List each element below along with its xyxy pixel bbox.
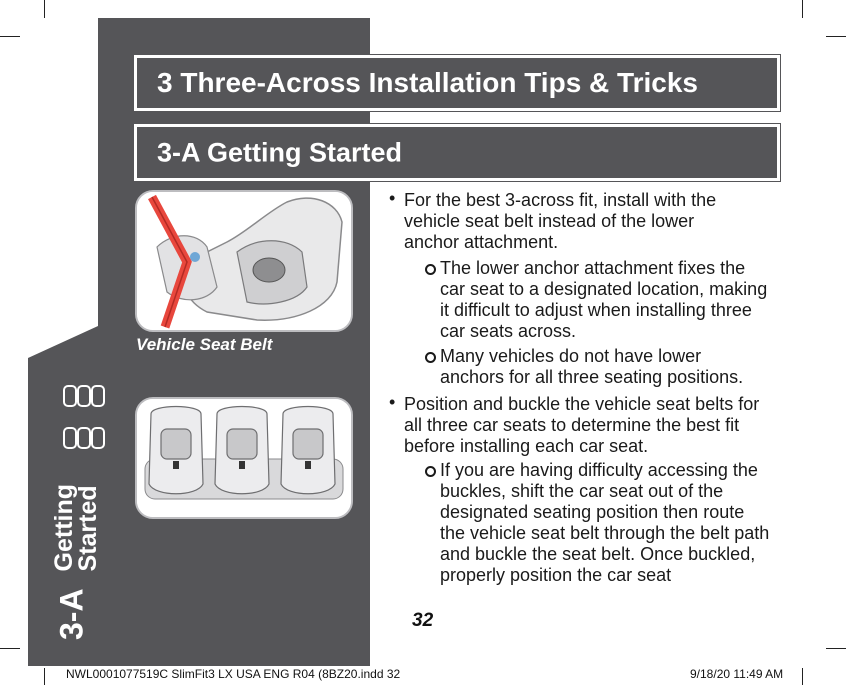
crop-mark — [44, 0, 45, 18]
sub-bullet-dot — [425, 352, 436, 363]
section-title: 3 Three-Across Installation Tips & Tricks — [157, 67, 698, 98]
three-car-seats-illustration — [135, 397, 353, 519]
subsection-title: 3-A Getting Started — [157, 137, 403, 167]
side-tab-label — [52, 484, 100, 640]
sub-bullet-dot — [425, 264, 436, 275]
bullet-1-text: For the best 3-across fit, install with the vehicle seat belt instead of the lower anchor attachment. — [404, 190, 717, 252]
bullet-1-sub-1: The lower anchor attachment fixes the car seat to a designated location, making it difficult to adjust when installing three car seats across. — [440, 258, 768, 341]
side-tab-number: 3-A — [53, 588, 90, 640]
footer-file-info: NWL0001077519C SlimFit3 LX USA ENG R04 (8BZ20.indd 32 — [66, 667, 401, 681]
crop-mark — [802, 0, 803, 18]
side-tab-line2: Started — [74, 485, 102, 572]
crop-mark — [0, 648, 20, 649]
crop-mark — [0, 36, 20, 37]
crop-mark — [826, 36, 846, 37]
bullet-2-text: Position and buckle the vehicle seat belts for all three car seats to determine the best fit before installing each car seat. — [404, 394, 760, 456]
side-tab-line1: Getting — [50, 483, 78, 572]
bullet-dot: • — [389, 392, 396, 412]
footer-date: 9/18/20 11:49 AM — [690, 667, 784, 681]
three-seats-tab-icon — [60, 382, 108, 462]
bullet-dot: • — [389, 188, 396, 208]
figure-caption: Vehicle Seat Belt — [136, 335, 273, 354]
subsection-title-bar — [134, 124, 780, 181]
section-title-bar — [134, 55, 780, 111]
three-car-seats-icon — [137, 399, 351, 517]
sub-bullet-dot — [425, 466, 436, 477]
crop-mark — [44, 668, 45, 685]
page-number: 32 — [412, 610, 434, 631]
bullet-1-sub-2: Many vehicles do not have lower anchors for all three seating positions. — [440, 346, 744, 387]
bullet-2-sub-1: If you are having difficulty accessing the buckles, shift the car seat out of the designated seating position then route the vehicle seat belt through the belt path and buckle the seat belt. Once buckled, properly position the car seat — [440, 460, 770, 585]
crop-mark — [802, 668, 803, 685]
car-seat-with-belt-icon — [137, 192, 351, 330]
crop-mark — [826, 648, 846, 649]
seat-belt-illustration — [135, 190, 353, 332]
